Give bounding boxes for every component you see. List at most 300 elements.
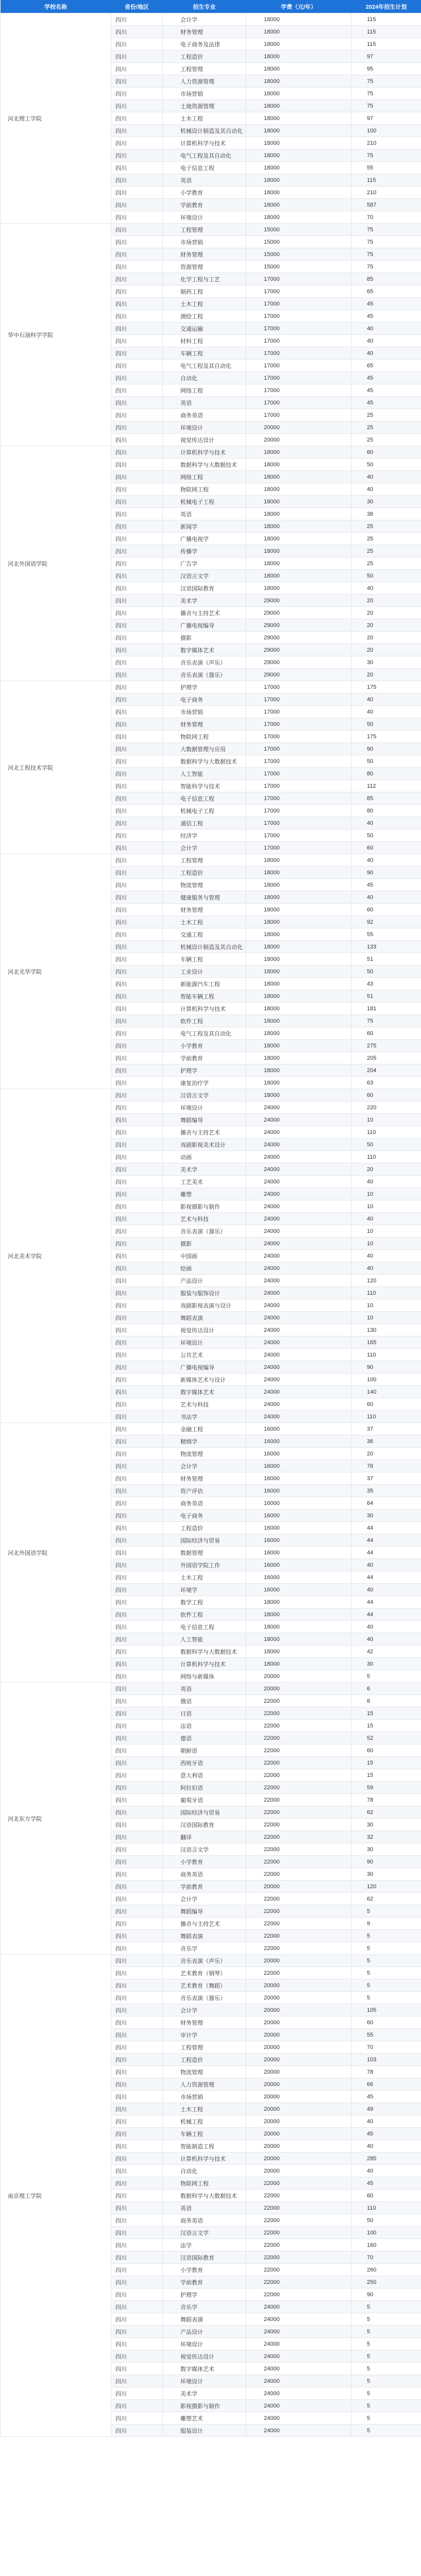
- region-cell: 四川: [111, 1200, 163, 1213]
- plan-cell: 20: [351, 644, 421, 656]
- tuition-cell: 18000: [246, 941, 351, 953]
- region-cell: 四川: [111, 1868, 163, 1880]
- plan-cell: 78: [351, 1794, 421, 1806]
- region-cell: 四川: [111, 2412, 163, 2425]
- region-cell: 四川: [111, 1299, 163, 1312]
- tuition-cell: 18000: [246, 1027, 351, 1040]
- plan-cell: 38: [351, 508, 421, 520]
- region-cell: 四川: [111, 1238, 163, 1250]
- plan-cell: 75: [351, 75, 421, 88]
- major-cell: 广告学: [163, 557, 246, 570]
- region-cell: 四川: [111, 879, 163, 891]
- tuition-cell: 22000: [246, 1942, 351, 1955]
- region-cell: 四川: [111, 978, 163, 990]
- region-cell: 四川: [111, 2190, 163, 2202]
- tuition-cell: 18000: [246, 990, 351, 1003]
- region-cell: 四川: [111, 347, 163, 360]
- major-cell: 汉语国际教育: [163, 2251, 246, 2264]
- tuition-cell: 18000: [246, 112, 351, 125]
- plan-cell: 204: [351, 1064, 421, 1077]
- region-cell: 四川: [111, 867, 163, 879]
- tuition-cell: 18000: [246, 916, 351, 928]
- major-cell: 环境学: [163, 1584, 246, 1596]
- major-cell: 翻译: [163, 1831, 246, 1843]
- major-cell: 工业设计: [163, 965, 246, 978]
- tuition-cell: 22000: [246, 1893, 351, 1905]
- tuition-cell: 18000: [246, 63, 351, 75]
- tuition-cell: 17000: [246, 681, 351, 693]
- major-cell: 影视摄影与制作: [163, 2400, 246, 2412]
- region-cell: 四川: [111, 2214, 163, 2227]
- major-cell: 舞蹈表演: [163, 1930, 246, 1942]
- plan-cell: 90: [351, 1361, 421, 1374]
- plan-cell: 110: [351, 1151, 421, 1163]
- tuition-cell: 24000: [246, 1374, 351, 1386]
- region-cell: 四川: [111, 1720, 163, 1732]
- tuition-cell: 24000: [246, 2301, 351, 2313]
- region-cell: 四川: [111, 149, 163, 162]
- major-cell: 英语: [163, 508, 246, 520]
- region-cell: 四川: [111, 199, 163, 211]
- plan-cell: 30: [351, 1843, 421, 1856]
- tuition-cell: 15000: [246, 248, 351, 261]
- school-name: 华中石油科学学院: [1, 224, 111, 446]
- plan-cell: 25: [351, 557, 421, 570]
- tuition-cell: 22000: [246, 1930, 351, 1942]
- region-cell: 四川: [111, 2004, 163, 2016]
- tuition-cell: 20000: [246, 434, 351, 446]
- tuition-cell: 24000: [246, 1411, 351, 1423]
- region-cell: 四川: [111, 1522, 163, 1534]
- table-body: [1, 13, 421, 2437]
- major-cell: 会计学: [163, 1460, 246, 1472]
- region-cell: 四川: [111, 26, 163, 38]
- region-cell: 四川: [111, 459, 163, 471]
- tuition-cell: 22000: [246, 1819, 351, 1831]
- region-cell: 四川: [111, 1139, 163, 1151]
- tuition-cell: 24000: [246, 2363, 351, 2375]
- tuition-cell: 18000: [246, 1596, 351, 1608]
- major-cell: 会计学: [163, 842, 246, 854]
- major-cell: 市场营销: [163, 236, 246, 248]
- plan-cell: 37: [351, 1472, 421, 1485]
- plan-cell: 42: [351, 1646, 421, 1658]
- region-cell: 四川: [111, 2054, 163, 2066]
- major-cell: 新能源汽车工程: [163, 978, 246, 990]
- region-cell: 四川: [111, 780, 163, 792]
- plan-cell: 64: [351, 1497, 421, 1510]
- region-cell: 四川: [111, 421, 163, 434]
- major-cell: 数字媒体艺术: [163, 644, 246, 656]
- major-cell: 学前教育: [163, 199, 246, 211]
- tuition-cell: 20000: [246, 1670, 351, 1683]
- major-cell: 艺术与科技: [163, 1213, 246, 1225]
- region-cell: 四川: [111, 1324, 163, 1336]
- major-cell: 音乐表演（声乐）: [163, 1955, 246, 1967]
- plan-cell: 40: [351, 1176, 421, 1188]
- table-row: [1, 854, 421, 867]
- tuition-cell: 18000: [246, 459, 351, 471]
- major-cell: 日语: [163, 1707, 246, 1720]
- major-cell: 美术学: [163, 595, 246, 607]
- region-cell: 四川: [111, 2103, 163, 2115]
- major-cell: 环境设计: [163, 421, 246, 434]
- region-cell: 四川: [111, 1608, 163, 1621]
- region-cell: 四川: [111, 1176, 163, 1188]
- region-cell: 四川: [111, 2338, 163, 2350]
- major-cell: 环境设计: [163, 1336, 246, 1349]
- region-cell: 四川: [111, 2140, 163, 2153]
- major-cell: 网络工程: [163, 471, 246, 483]
- plan-cell: 40: [351, 2140, 421, 2153]
- major-cell: 工程造价: [163, 2054, 246, 2066]
- region-cell: 四川: [111, 187, 163, 199]
- major-cell: 护理学: [163, 2289, 246, 2301]
- tuition-cell: 24000: [246, 2350, 351, 2363]
- region-cell: 四川: [111, 1250, 163, 1262]
- region-cell: 四川: [111, 1114, 163, 1126]
- region-cell: 四川: [111, 1398, 163, 1411]
- major-cell: 小学教育: [163, 187, 246, 199]
- tuition-cell: 16000: [246, 1485, 351, 1497]
- major-cell: 雕塑: [163, 1188, 246, 1200]
- major-cell: 舞蹈编导: [163, 1114, 246, 1126]
- tuition-cell: 17000: [246, 780, 351, 792]
- major-cell: 车辆工程: [163, 953, 246, 965]
- plan-cell: 40: [351, 854, 421, 867]
- plan-cell: 45: [351, 2128, 421, 2140]
- major-cell: 电子商务及法律: [163, 38, 246, 50]
- plan-cell: 62: [351, 1806, 421, 1819]
- major-cell: 护理学: [163, 681, 246, 693]
- plan-cell: 25: [351, 533, 421, 545]
- tuition-cell: 18000: [246, 891, 351, 904]
- plan-cell: 160: [351, 2239, 421, 2251]
- region-cell: 四川: [111, 2326, 163, 2338]
- major-cell: 交通工程: [163, 928, 246, 941]
- plan-cell: 5: [351, 2301, 421, 2313]
- region-cell: 四川: [111, 854, 163, 867]
- region-cell: 四川: [111, 1646, 163, 1658]
- major-cell: 交通运输: [163, 323, 246, 335]
- plan-cell: 80: [351, 805, 421, 817]
- major-cell: 美术学: [163, 2387, 246, 2400]
- plan-cell: 75: [351, 224, 421, 236]
- table-row: [1, 446, 421, 459]
- major-cell: 计算机科学与技术: [163, 446, 246, 459]
- region-cell: 四川: [111, 2276, 163, 2289]
- region-cell: 四川: [111, 1843, 163, 1856]
- header-tuition: 学费（元/年）: [246, 0, 351, 13]
- tuition-cell: 20000: [246, 2029, 351, 2041]
- major-cell: 播音与主持艺术: [163, 1918, 246, 1930]
- major-cell: 学前教育: [163, 2276, 246, 2289]
- region-cell: 四川: [111, 2301, 163, 2313]
- tuition-cell: 24000: [246, 1275, 351, 1287]
- tuition-cell: 17000: [246, 842, 351, 854]
- tuition-cell: 17000: [246, 298, 351, 310]
- plan-cell: 40: [351, 323, 421, 335]
- plan-cell: 60: [351, 2016, 421, 2029]
- region-cell: 四川: [111, 619, 163, 632]
- region-cell: 四川: [111, 112, 163, 125]
- school-name: 河北光华学院: [1, 854, 111, 1089]
- major-cell: 车辆工程: [163, 347, 246, 360]
- tuition-cell: 17000: [246, 372, 351, 384]
- tuition-cell: 24000: [246, 1287, 351, 1299]
- region-cell: 四川: [111, 582, 163, 595]
- plan-cell: 25: [351, 421, 421, 434]
- plan-cell: 55: [351, 2029, 421, 2041]
- plan-cell: 70: [351, 2041, 421, 2054]
- tuition-cell: 20000: [246, 2004, 351, 2016]
- plan-cell: 60: [351, 2190, 421, 2202]
- region-cell: 四川: [111, 2239, 163, 2251]
- region-cell: 四川: [111, 632, 163, 644]
- tuition-cell: 17000: [246, 347, 351, 360]
- plan-cell: 20: [351, 619, 421, 632]
- tuition-cell: 24000: [246, 1188, 351, 1200]
- plan-cell: 6: [351, 1683, 421, 1695]
- table-row: [1, 1955, 421, 1967]
- region-cell: 四川: [111, 1831, 163, 1843]
- region-cell: 四川: [111, 236, 163, 248]
- plan-cell: 75: [351, 261, 421, 273]
- region-cell: 四川: [111, 2350, 163, 2363]
- plan-cell: 110: [351, 1349, 421, 1361]
- region-cell: 四川: [111, 1386, 163, 1398]
- tuition-cell: 18000: [246, 471, 351, 483]
- major-cell: 土木工程: [163, 298, 246, 310]
- major-cell: 美术学: [163, 1163, 246, 1176]
- region-cell: 四川: [111, 2115, 163, 2128]
- tuition-cell: 20000: [246, 1683, 351, 1695]
- region-cell: 四川: [111, 656, 163, 669]
- region-cell: 四川: [111, 1905, 163, 1918]
- plan-cell: 40: [351, 2165, 421, 2177]
- region-cell: 四川: [111, 520, 163, 533]
- tuition-cell: 18000: [246, 496, 351, 508]
- plan-cell: 210: [351, 187, 421, 199]
- tuition-cell: 22000: [246, 1782, 351, 1794]
- plan-cell: 100: [351, 125, 421, 137]
- major-cell: 人工智能: [163, 768, 246, 780]
- tuition-cell: 18000: [246, 1646, 351, 1658]
- plan-cell: 44: [351, 1547, 421, 1559]
- region-cell: 四川: [111, 1077, 163, 1089]
- plan-cell: 60: [351, 446, 421, 459]
- tuition-cell: 18000: [246, 1633, 351, 1646]
- plan-cell: 40: [351, 891, 421, 904]
- region-cell: 四川: [111, 2387, 163, 2400]
- major-cell: 国际经济与贸易: [163, 1534, 246, 1547]
- tuition-cell: 29000: [246, 607, 351, 619]
- tuition-cell: 22000: [246, 2227, 351, 2239]
- region-cell: 四川: [111, 211, 163, 224]
- region-cell: 四川: [111, 743, 163, 755]
- tuition-cell: 18000: [246, 978, 351, 990]
- region-cell: 四川: [111, 2251, 163, 2264]
- major-cell: 公共艺术: [163, 1349, 246, 1361]
- school-name: 河北东方学院: [1, 1683, 111, 1955]
- plan-cell: 5: [351, 2326, 421, 2338]
- region-cell: 四川: [111, 928, 163, 941]
- tuition-cell: 22000: [246, 2264, 351, 2276]
- major-cell: 学前教育: [163, 1880, 246, 1893]
- tuition-cell: 24000: [246, 1114, 351, 1126]
- tuition-cell: 18000: [246, 38, 351, 50]
- major-cell: 视觉传达设计: [163, 434, 246, 446]
- tuition-cell: 22000: [246, 1732, 351, 1744]
- region-cell: 四川: [111, 1213, 163, 1225]
- region-cell: 四川: [111, 1374, 163, 1386]
- major-cell: 汉语言文学: [163, 1843, 246, 1856]
- tuition-cell: 18000: [246, 1040, 351, 1052]
- region-cell: 四川: [111, 768, 163, 780]
- region-cell: 四川: [111, 669, 163, 681]
- tuition-cell: 18000: [246, 904, 351, 916]
- plan-cell: 5: [351, 1930, 421, 1942]
- major-cell: 国际经济与贸易: [163, 1806, 246, 1819]
- major-cell: 人工智能: [163, 1633, 246, 1646]
- major-cell: 化学工程与工艺: [163, 273, 246, 285]
- plan-cell: 275: [351, 1040, 421, 1052]
- region-cell: 四川: [111, 557, 163, 570]
- region-cell: 四川: [111, 1275, 163, 1287]
- major-cell: 市场营销: [163, 2091, 246, 2103]
- plan-cell: 30: [351, 496, 421, 508]
- major-cell: 工程管理: [163, 2041, 246, 2054]
- region-cell: 四川: [111, 1534, 163, 1547]
- region-cell: 四川: [111, 224, 163, 236]
- region-cell: 四川: [111, 162, 163, 174]
- plan-cell: 45: [351, 2091, 421, 2103]
- plan-cell: 5: [351, 1905, 421, 1918]
- major-cell: 财务管理: [163, 248, 246, 261]
- major-cell: 阿拉伯语: [163, 1782, 246, 1794]
- region-cell: 四川: [111, 916, 163, 928]
- region-cell: 四川: [111, 941, 163, 953]
- major-cell: 人力资源管理: [163, 75, 246, 88]
- region-cell: 四川: [111, 1015, 163, 1027]
- plan-cell: 5: [351, 1942, 421, 1955]
- tuition-cell: 29000: [246, 632, 351, 644]
- school-name: 河北外国语学院: [1, 1423, 111, 1683]
- tuition-cell: 16000: [246, 1522, 351, 1534]
- major-cell: 自动化: [163, 372, 246, 384]
- tuition-cell: 17000: [246, 768, 351, 780]
- tuition-cell: 16000: [246, 1584, 351, 1596]
- tuition-cell: 20000: [246, 1979, 351, 1992]
- region-cell: 四川: [111, 1621, 163, 1633]
- region-cell: 四川: [111, 1769, 163, 1782]
- plan-cell: 70: [351, 211, 421, 224]
- tuition-cell: 20000: [246, 2078, 351, 2091]
- tuition-cell: 18000: [246, 187, 351, 199]
- tuition-cell: 18000: [246, 1003, 351, 1015]
- tuition-cell: 20000: [246, 2103, 351, 2115]
- region-cell: 四川: [111, 1101, 163, 1114]
- tuition-cell: 20000: [246, 421, 351, 434]
- school-name: 河北理工学院: [1, 13, 111, 224]
- region-cell: 四川: [111, 805, 163, 817]
- tuition-cell: 17000: [246, 409, 351, 421]
- region-cell: 四川: [111, 2363, 163, 2375]
- major-cell: 舞蹈表演: [163, 2313, 246, 2326]
- region-cell: 四川: [111, 88, 163, 100]
- region-cell: 四川: [111, 990, 163, 1003]
- major-cell: 物流管理: [163, 1448, 246, 1460]
- region-cell: 四川: [111, 1942, 163, 1955]
- tuition-cell: 24000: [246, 1250, 351, 1262]
- plan-cell: 75: [351, 100, 421, 112]
- tuition-cell: 15000: [246, 224, 351, 236]
- region-cell: 四川: [111, 1806, 163, 1819]
- region-cell: 四川: [111, 1547, 163, 1559]
- major-cell: 英语: [163, 397, 246, 409]
- plan-cell: 110: [351, 1411, 421, 1423]
- major-cell: 音乐表演（声乐）: [163, 656, 246, 669]
- tuition-cell: 24000: [246, 1238, 351, 1250]
- region-cell: 四川: [111, 125, 163, 137]
- region-cell: 四川: [111, 360, 163, 372]
- tuition-cell: 16000: [246, 1460, 351, 1472]
- tuition-cell: 17000: [246, 718, 351, 731]
- region-cell: 四川: [111, 2289, 163, 2301]
- plan-cell: 110: [351, 2202, 421, 2214]
- region-cell: 四川: [111, 2264, 163, 2276]
- major-cell: 计算机科学与技术: [163, 1003, 246, 1015]
- tuition-cell: 22000: [246, 1918, 351, 1930]
- tuition-cell: 18000: [246, 570, 351, 582]
- plan-cell: 5: [351, 2400, 421, 2412]
- tuition-cell: 24000: [246, 1101, 351, 1114]
- tuition-cell: 22000: [246, 1744, 351, 1757]
- tuition-cell: 22000: [246, 1967, 351, 1979]
- region-cell: 四川: [111, 2425, 163, 2437]
- region-cell: 四川: [111, 335, 163, 347]
- region-cell: 四川: [111, 310, 163, 323]
- header-row: [1, 0, 421, 13]
- plan-cell: 45: [351, 298, 421, 310]
- tuition-cell: 18000: [246, 965, 351, 978]
- region-cell: 四川: [111, 1027, 163, 1040]
- tuition-cell: 18000: [246, 26, 351, 38]
- plan-cell: 59: [351, 1782, 421, 1794]
- major-cell: 电子商务: [163, 693, 246, 706]
- plan-cell: 5: [351, 2375, 421, 2387]
- major-cell: 视觉传达设计: [163, 2350, 246, 2363]
- major-cell: 工程管理: [163, 63, 246, 75]
- plan-cell: 5: [351, 2338, 421, 2350]
- major-cell: 土木工程: [163, 916, 246, 928]
- plan-cell: 5: [351, 1967, 421, 1979]
- plan-cell: 78: [351, 2066, 421, 2078]
- tuition-cell: 18000: [246, 199, 351, 211]
- plan-cell: 285: [351, 2153, 421, 2165]
- plan-cell: 25: [351, 545, 421, 557]
- major-cell: 汉语言文学: [163, 1089, 246, 1101]
- region-cell: 四川: [111, 1225, 163, 1238]
- plan-cell: 40: [351, 1559, 421, 1571]
- region-cell: 四川: [111, 1287, 163, 1299]
- plan-cell: 51: [351, 953, 421, 965]
- major-cell: 西班牙语: [163, 1757, 246, 1769]
- region-cell: 四川: [111, 1559, 163, 1571]
- tuition-cell: 17000: [246, 817, 351, 829]
- major-cell: 计算机科学与技术: [163, 137, 246, 149]
- plan-cell: 30: [351, 1868, 421, 1880]
